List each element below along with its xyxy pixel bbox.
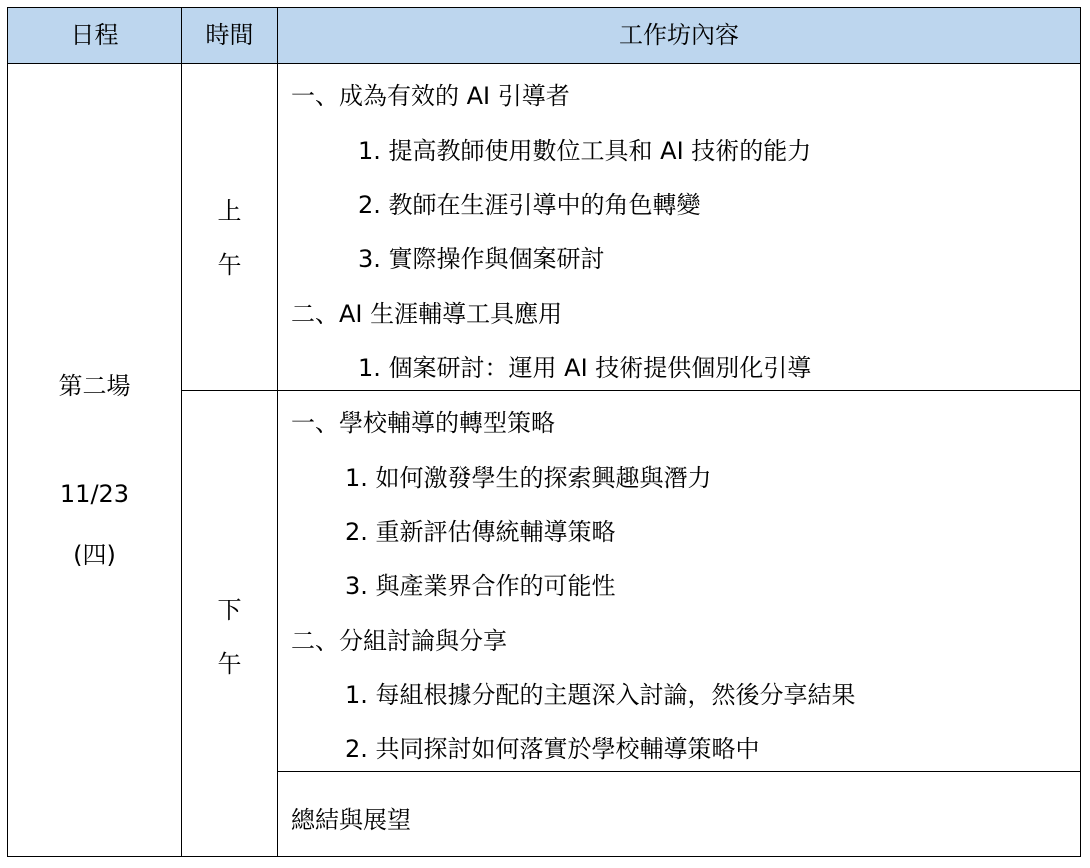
afternoon-label-bottom: 午 bbox=[217, 650, 242, 678]
morning-label-bottom: 午 bbox=[217, 251, 242, 279]
afternoon-label-top: 下 bbox=[217, 596, 242, 624]
morning-item-2-1: 1. 個案研討：運用 AI 技術提供個別化引導 bbox=[358, 354, 812, 382]
column-divider-1 bbox=[181, 8, 182, 856]
afternoon-item-1-2: 2. 重新評估傳統輔導策略 bbox=[345, 518, 616, 546]
afternoon-item-1-1: 1. 如何激發學生的探索興趣與潛力 bbox=[345, 464, 712, 492]
morning-item-heading-1: 一、成為有效的 AI 引導者 bbox=[291, 82, 570, 110]
morning-label-top: 上 bbox=[217, 197, 242, 225]
row-divider-summary bbox=[277, 771, 1080, 772]
afternoon-item-heading-1: 一、學校輔導的轉型策略 bbox=[291, 409, 555, 437]
afternoon-item-2-1: 1. 每組根據分配的主題深入討論，然後分享結果 bbox=[345, 681, 856, 709]
schedule-table bbox=[7, 7, 1081, 857]
morning-item-1-1: 1. 提高教師使用數位工具和 AI 技術的能力 bbox=[358, 137, 812, 165]
header-schedule: 日程 bbox=[70, 21, 119, 49]
morning-item-heading-2: 二、AI 生涯輔導工具應用 bbox=[291, 300, 563, 328]
afternoon-item-2-2: 2. 共同探討如何落實於學校輔導策略中 bbox=[345, 735, 760, 763]
column-divider-2 bbox=[277, 8, 278, 856]
header-time: 時間 bbox=[205, 21, 254, 49]
morning-item-1-3: 3. 實際操作與個案研討 bbox=[358, 245, 605, 273]
row-divider-morning-afternoon bbox=[181, 390, 1080, 391]
afternoon-item-1-3: 3. 與產業界合作的可能性 bbox=[345, 572, 616, 600]
afternoon-item-heading-2: 二、分組討論與分享 bbox=[291, 627, 507, 655]
session-weekday: (四) bbox=[73, 541, 116, 569]
morning-item-1-2: 2. 教師在生涯引導中的角色轉變 bbox=[358, 191, 701, 219]
session-label: 第二場 bbox=[58, 372, 131, 400]
session-date: 11/23 bbox=[59, 480, 130, 508]
summary-text: 總結與展望 bbox=[291, 806, 411, 834]
header-content: 工作坊內容 bbox=[619, 21, 739, 49]
